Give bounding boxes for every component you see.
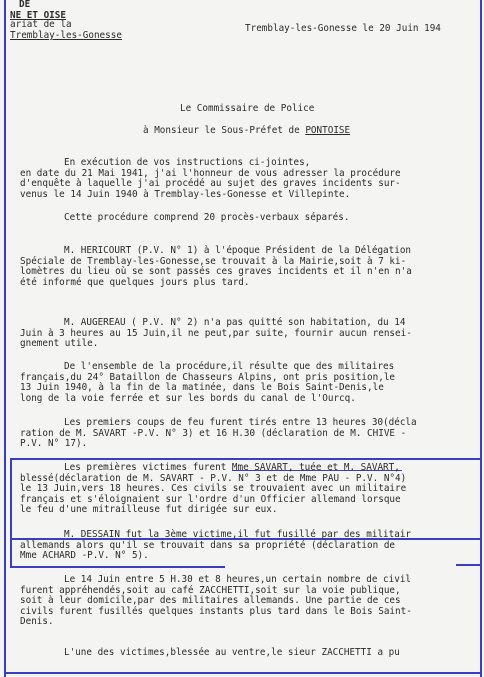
paragraph-5: De l'ensemble de la procédure,il résulte que des militaires français,du 24° Bataillon de Chasseurs Alpins, ont pris position,le 13 Juin 1940, à la fin de la matinée, dans le Bois Saint-Denis,le long de la voie ferrée et sur les bords du canal de l'Ourcq. [20, 361, 396, 404]
paragraph-3: M. HERICOURT (P.V. N° 1) à l'époque Président de la Délégation Spéciale de Tremblay-les-Gonesse,se trouvait à la Mairie,soit à 7 ki- lomètres du lieu où se sont passés ces graves incidents et il n'en n'a été informé que quelques jours plus tard. [20, 245, 412, 288]
paragraph-1: En exécution de vos instructions ci-jointes, en date du 21 Mai 1941, j'ai l'honneur de vous adresser la procédure d'enquête à laquelle j'ai procédé au sujet des graves incidents sur- venus le 14 Juin 1940 à Tremblay-les-Gonesse et Villepinte. [20, 157, 401, 200]
scan-border-left [4, 0, 6, 677]
paragraph-7: Les premières victimes furent Mme SAVART, tuée et M. SAVART, blessé(déclaration de M. SAVART - P.V. N° 3 et de Mme PAU - P.V. N°4) le 13 Juin,vers 18 heures. Ces civils se trouvaient avec un militaire français et s'éloignaient sur l'ordre d'un Officier allemand lorsque le feu d'une mitrailleuse fut dirigée sur eux. [20, 462, 407, 516]
header-department-name: NE ET OISE [10, 10, 66, 21]
header-office-label: ariat de la [10, 19, 72, 30]
margin-mark [456, 564, 480, 566]
document-date: Tremblay-les-Gonesse le 20 Juin 194 [245, 23, 441, 34]
scan-border-bottom [4, 672, 482, 674]
sender-line: Le Commissaire de Police [180, 103, 315, 114]
paragraph-10: L'une des victimes,blessée au ventre,le sieur ZACCHETTI a pu [64, 647, 400, 658]
highlight-box-left-edge [10, 536, 12, 567]
paragraph-8: M. DESSAIN fut la 3ème victime,il fut fusillé par des militair allemands alors qu'il se trouvait dans sa propriété (déclaration de Mme ACHARD -P.V. N° 5). [20, 529, 412, 562]
highlight-box-bottom-edge [10, 566, 225, 568]
recipient-line [143, 126, 350, 137]
header-town: Tremblay-les-Gonesse [10, 30, 122, 41]
scan-border-right [480, 0, 482, 677]
recipient-prefix: à Monsieur le Sous-Préfet de [143, 125, 306, 136]
paragraph-9: Le 14 Juin entre 5 H.30 et 8 heures,un certain nombre de civil furent appréhendés,soit au café ZACCHETTI,soit sur la voie publique, soit à leur domicile,par des militaires allemands. Une partie de ces civils furent fusillés quelques instants plus tard dans le Bois Saint- Denis. [20, 574, 412, 628]
recipient-place: PONTOISE [305, 125, 351, 136]
paragraph-2: Cette procédure comprend 20 procès-verbaux séparés. [64, 212, 350, 223]
paragraph-6: Les premiers coups de feu furent tirés entre 13 heures 30(décla ration de M. SAVART -P.V. N° 3) et 16 H.30 (déclaration de M. CHIVE - P.V. N° 17). [20, 417, 417, 450]
header-department-label: DE [19, 0, 31, 10]
paragraph-4: M. AUGEREAU ( P.V. N° 2) n'a pas quitté son habitation, du 14 Juin à 3 heures au 15 Juin,il ne peut,par suite, fournir aucun rensei- gnement utile. [20, 317, 412, 350]
